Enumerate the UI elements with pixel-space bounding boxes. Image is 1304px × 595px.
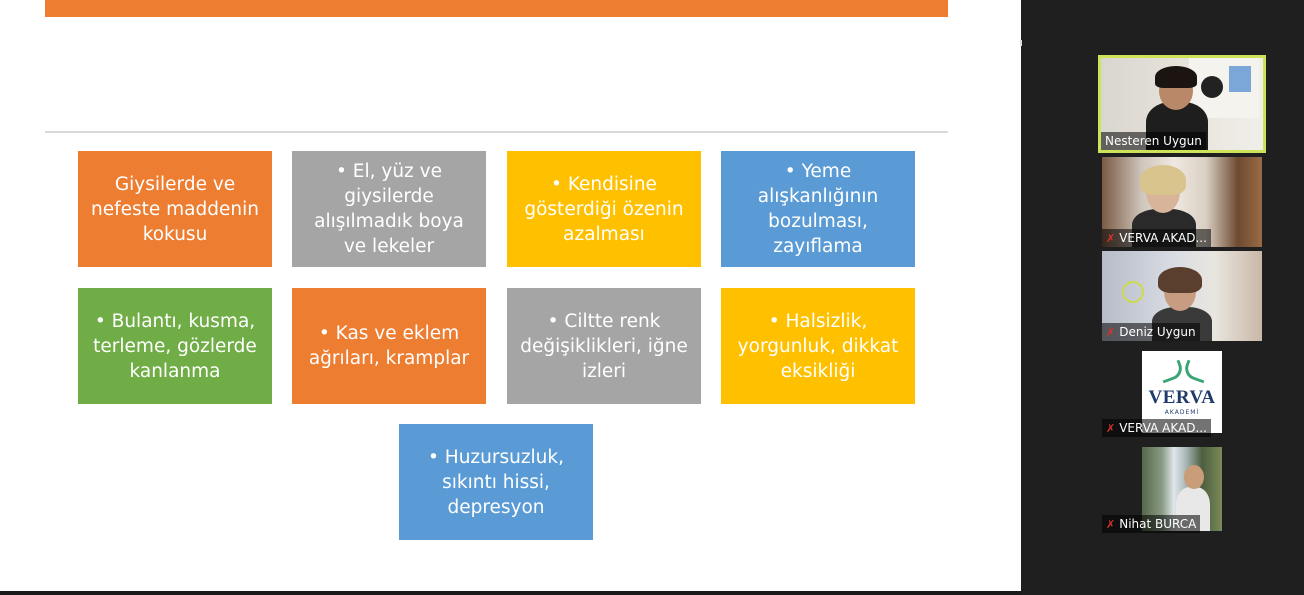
panel-resize-handle[interactable] — [1020, 40, 1022, 46]
tile-text: • Kendisine gösterdiği özenin azalması — [524, 173, 684, 245]
wall-decor — [1122, 281, 1144, 303]
participant-video[interactable] — [1102, 157, 1262, 247]
wall-decor — [1229, 66, 1251, 92]
tile-text: • Kas ve eklem ağrıları, kramplar — [308, 323, 470, 369]
logo-brand: VERVA — [1148, 387, 1216, 408]
tile-text: • Yeme alışkanlığının bozulması, zayıflama — [757, 161, 879, 257]
slide-divider — [45, 131, 948, 133]
participant-video[interactable] — [1102, 443, 1262, 533]
mic-muted-icon: ✗ — [1106, 517, 1116, 531]
participant-name: VERVA AKAD... — [1119, 231, 1207, 245]
tile-text: • Bulantı, kusma, terleme, gözlerde kanlanma — [93, 310, 257, 382]
slide-tile — [507, 151, 701, 267]
slide-tile — [399, 424, 593, 540]
slide-header-bar — [45, 0, 948, 17]
hair — [1140, 165, 1186, 195]
slide-tile — [292, 288, 486, 404]
participant-video[interactable] — [1102, 347, 1262, 437]
participant-name: Nesteren Uygun — [1105, 134, 1202, 148]
mic-muted-icon: ✗ — [1106, 231, 1116, 245]
slide-tile — [78, 288, 272, 404]
participant-video-active[interactable] — [1098, 55, 1266, 153]
tile-text: • Huzursuzluk, sıkıntı hissi, depresyon — [427, 446, 564, 518]
mic-muted-icon: ✗ — [1106, 325, 1116, 339]
tile-text: • El, yüz ve giysilerde alışılmadık boya ve lekeler — [314, 161, 464, 257]
slide-tile — [78, 151, 272, 267]
participant-name-bar — [1101, 132, 1206, 150]
participant-name: Deniz Uygun — [1119, 325, 1196, 339]
tile-text: • Halsizlik, yorgunluk, dikkat eksikliği — [737, 310, 899, 382]
hair — [1155, 66, 1197, 88]
participant-name-bar — [1102, 515, 1200, 533]
participant-name: Nihat BURCA — [1119, 517, 1197, 531]
face — [1184, 465, 1204, 489]
participant-name: VERVA AKAD... — [1119, 421, 1207, 435]
tile-text: Giysilerde ve nefeste maddenin kokusu — [91, 173, 259, 245]
logo-wing-right — [1182, 360, 1209, 384]
mic-muted-icon: ✗ — [1106, 421, 1116, 435]
logo-subtitle: AKADEMİ — [1164, 409, 1200, 416]
slide-tile — [721, 288, 915, 404]
participant-video[interactable] — [1102, 251, 1262, 341]
hair — [1158, 267, 1202, 293]
slide-tile — [721, 151, 915, 267]
participant-name-bar — [1102, 323, 1200, 341]
wall-decor — [1201, 76, 1223, 98]
logo-wing-left — [1158, 360, 1185, 384]
participant-name-bar — [1102, 229, 1211, 247]
tile-text: • Ciltte renk değişiklikleri, iğne izleri — [520, 310, 688, 382]
slide-tile — [292, 151, 486, 267]
slide-tile — [507, 288, 701, 404]
participant-name-bar — [1102, 419, 1211, 437]
